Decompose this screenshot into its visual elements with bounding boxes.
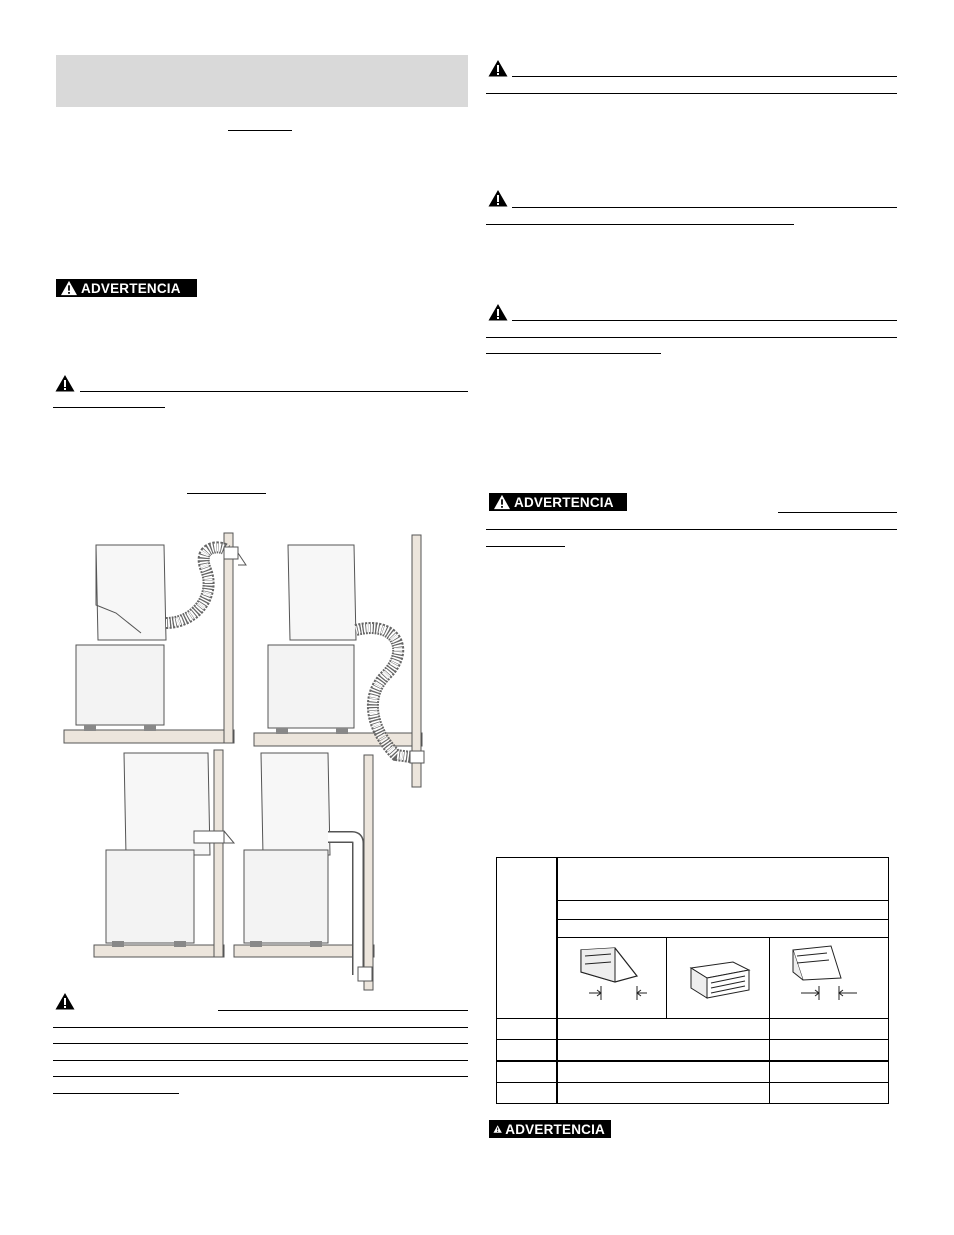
figure-panel-4 <box>234 753 374 990</box>
vt-line <box>497 1018 889 1019</box>
rule <box>187 493 266 494</box>
figure-panel-2 <box>254 535 424 787</box>
vt-line <box>769 938 770 1103</box>
rule <box>486 529 897 530</box>
advertencia-badge <box>489 1120 611 1138</box>
louvered-hood-icon <box>687 958 753 1002</box>
vt-line <box>557 900 889 901</box>
rule <box>512 207 897 208</box>
box-hood-icon <box>787 942 859 1004</box>
vt-line <box>556 858 558 1103</box>
rule <box>53 407 165 408</box>
underline <box>228 130 292 131</box>
rule <box>53 1093 179 1094</box>
advertencia-badge <box>56 279 197 297</box>
vt-line <box>497 1082 889 1083</box>
rule <box>53 1076 468 1077</box>
warning-triangle-icon <box>487 58 509 78</box>
rule <box>486 93 897 94</box>
advertencia-badge <box>489 493 627 511</box>
rule <box>53 1043 468 1044</box>
warning-triangle-icon <box>493 494 511 510</box>
vent-hood-table <box>496 857 889 1104</box>
rule <box>53 1060 468 1061</box>
rule <box>778 512 897 513</box>
stacked-washer-dryer-figure <box>56 525 446 995</box>
rule <box>512 320 897 321</box>
section-header <box>56 55 468 107</box>
vt-line <box>557 937 889 938</box>
rule <box>80 391 468 392</box>
rule <box>486 337 897 338</box>
advertencia-label: ADVERTENCIA <box>505 1121 605 1137</box>
vt-line <box>497 1060 889 1062</box>
warning-triangle-icon <box>493 1121 502 1137</box>
advertencia-label: ADVERTENCIA <box>81 280 181 296</box>
rule <box>486 546 565 547</box>
vt-line <box>497 1039 889 1040</box>
warning-triangle-icon <box>54 373 76 393</box>
warning-triangle-icon <box>54 991 76 1011</box>
warning-triangle-icon <box>60 280 78 296</box>
rule <box>486 224 794 225</box>
vt-line <box>557 919 889 920</box>
angled-hood-icon <box>575 942 647 1004</box>
figure-panel-1 <box>64 533 246 743</box>
warning-triangle-icon <box>487 302 509 322</box>
rule <box>512 76 897 77</box>
advertencia-label: ADVERTENCIA <box>514 494 614 510</box>
rule <box>486 353 661 354</box>
figure-panel-3 <box>94 750 234 957</box>
rule <box>218 1010 468 1011</box>
warning-triangle-icon <box>487 188 509 208</box>
vt-line <box>666 938 667 1018</box>
rule <box>53 1027 468 1028</box>
